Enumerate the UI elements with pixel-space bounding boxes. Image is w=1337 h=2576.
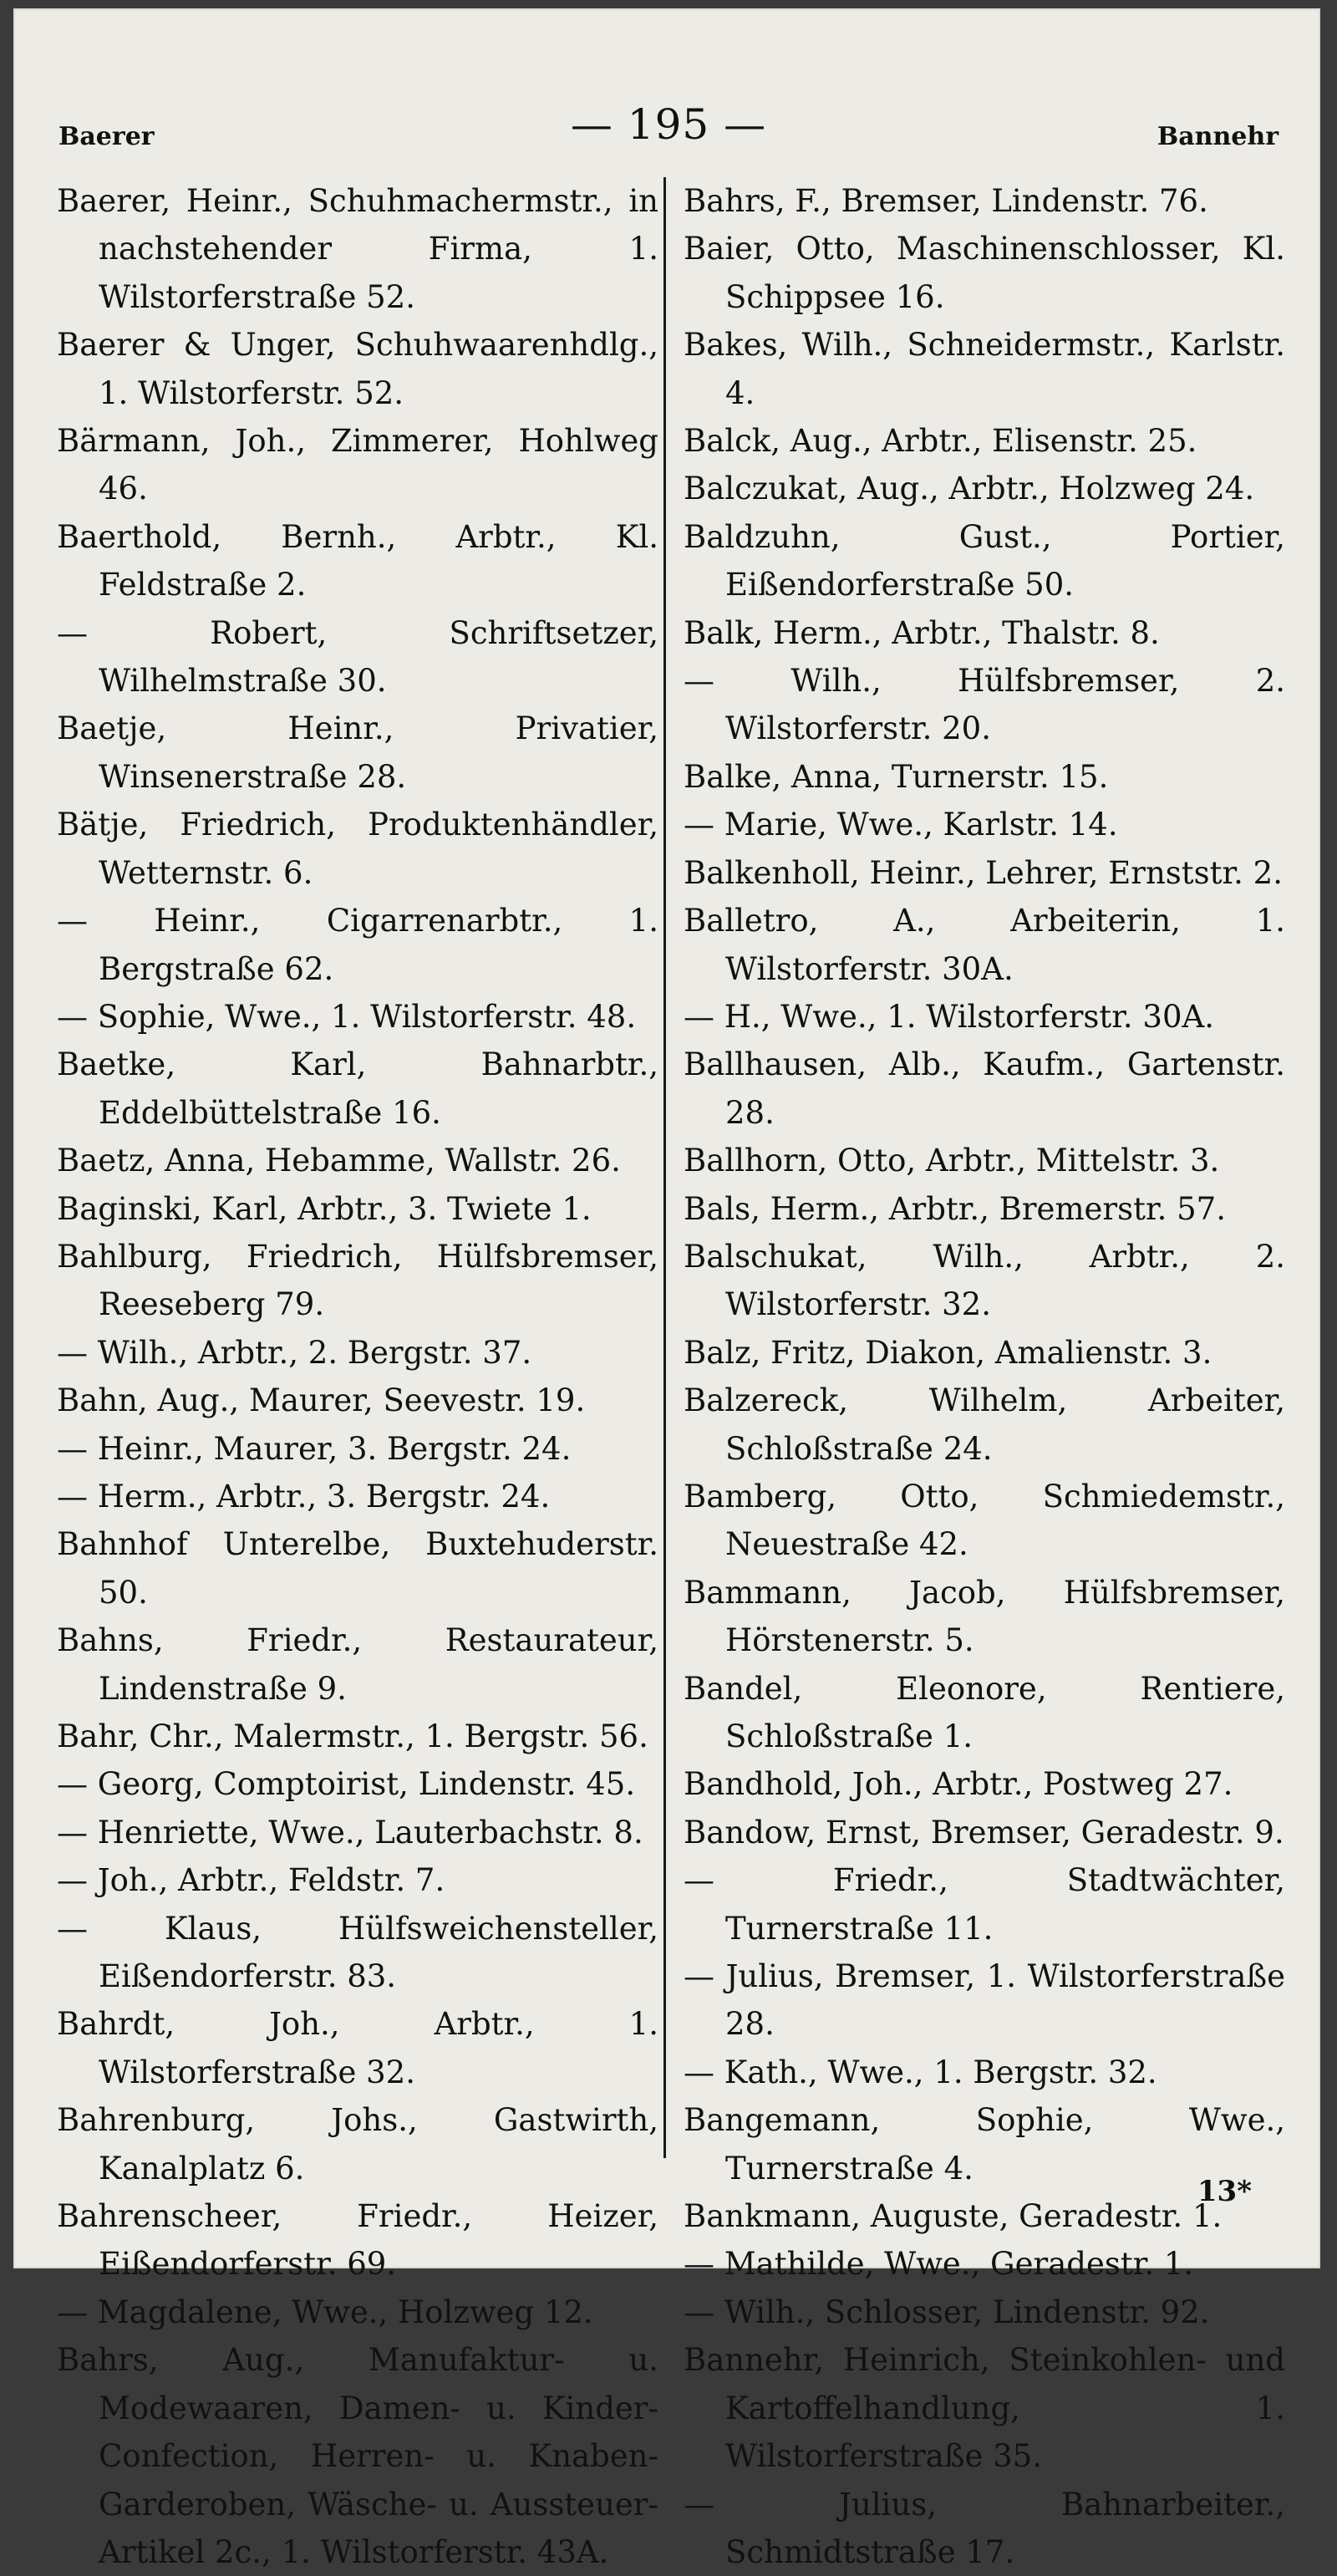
directory-entry: Bahrs, F., Bremser, Lindenstr. 76.: [684, 177, 1285, 225]
directory-entry: Balke, Anna, Turnerstr. 15.: [684, 753, 1285, 801]
directory-entry: — Sophie, Wwe., 1. Wilstorferstr. 48.: [57, 993, 658, 1041]
directory-entry: Bals, Herm., Arbtr., Bremerstr. 57.: [684, 1185, 1285, 1233]
page-number: — 195 —: [58, 100, 1279, 149]
directory-entry: Balck, Aug., Arbtr., Elisenstr. 25.: [684, 417, 1285, 465]
directory-entry: Bahr, Chr., Malermstr., 1. Bergstr. 56.: [57, 1713, 658, 1760]
directory-entry: Balk, Herm., Arbtr., Thalstr. 8.: [684, 609, 1285, 657]
directory-entry: — Robert, Schriftsetzer, Wilhelmstraße 30.: [57, 609, 658, 705]
directory-entry: — Julius, Bahnarbeiter., Schmidtstraße 17.: [684, 2481, 1285, 2576]
directory-entry: — Kath., Wwe., 1. Bergstr. 32.: [684, 2049, 1285, 2096]
directory-entry: Bahn, Aug., Maurer, Seevestr. 19.: [57, 1377, 658, 1424]
right-column: [684, 177, 1285, 2576]
directory-entry: Balczukat, Aug., Arbtr., Holzweg 24.: [684, 465, 1285, 512]
directory-entry: — Wilh., Hülfsbremser, 2. Wilstorferstr. 20.: [684, 657, 1285, 753]
directory-page: [15, 10, 1319, 2267]
directory-entry: — Joh., Arbtr., Feldstr. 7.: [57, 1856, 658, 1904]
directory-entry: Bandhold, Joh., Arbtr., Postweg 27.: [684, 1760, 1285, 1808]
directory-entry: — Wilh., Schlosser, Lindenstr. 92.: [684, 2288, 1285, 2336]
directory-entry: — Herm., Arbtr., 3. Bergstr. 24.: [57, 1473, 658, 1520]
directory-entry: — Heinr., Maurer, 3. Bergstr. 24.: [57, 1425, 658, 1473]
directory-entry: Baerer, Heinr., Schuhmachermstr., in nachstehender Firma, 1. Wilstorferstraße 52.: [57, 177, 658, 321]
directory-entry: Bangemann, Sophie, Wwe., Turnerstraße 4.: [684, 2096, 1285, 2192]
directory-entry: Balschukat, Wilh., Arbtr., 2. Wilstorferstr. 32.: [684, 1233, 1285, 1329]
directory-entry: — Henriette, Wwe., Lauterbachstr. 8.: [57, 1809, 658, 1856]
running-head-right: Bannehr: [1157, 122, 1279, 151]
directory-entry: Baerer & Unger, Schuhwaarenhdlg., 1. Wilstorferstr. 52.: [57, 321, 658, 417]
directory-entry: — Marie, Wwe., Karlstr. 14.: [684, 801, 1285, 848]
directory-entry: — Georg, Comptoirist, Lindenstr. 45.: [57, 1760, 658, 1808]
directory-entry: — H., Wwe., 1. Wilstorferstr. 30A.: [684, 993, 1285, 1041]
directory-entry: — Heinr., Cigarrenarbtr., 1. Bergstraße 62.: [57, 897, 658, 993]
directory-entry: — Friedr., Stadtwächter, Turnerstraße 11.: [684, 1856, 1285, 1952]
directory-entry: — Mathilde, Wwe., Geradestr. 1.: [684, 2240, 1285, 2288]
page-header: [58, 100, 1279, 159]
signature-mark: 13*: [1197, 2175, 1252, 2208]
directory-entry: Baginski, Karl, Arbtr., 3. Twiete 1.: [57, 1185, 658, 1233]
directory-entry: Bahrenscheer, Friedr., Heizer, Eißendorferstr. 69.: [57, 2192, 658, 2288]
directory-entry: Bahlburg, Friedrich, Hülfsbremser, Reeseberg 79.: [57, 1233, 658, 1329]
directory-entry: Baldzuhn, Gust., Portier, Eißendorferstraße 50.: [684, 513, 1285, 609]
directory-entry: — Klaus, Hülfsweichensteller, Eißendorferstr. 83.: [57, 1905, 658, 2001]
directory-entry: Balz, Fritz, Diakon, Amalienstr. 3.: [684, 1329, 1285, 1377]
directory-entry: Baier, Otto, Maschinenschlosser, Kl. Schippsee 16.: [684, 225, 1285, 321]
directory-entry: Bamberg, Otto, Schmiedemstr., Neuestraße 42.: [684, 1473, 1285, 1569]
directory-entry: Baetke, Karl, Bahnarbtr., Eddelbüttelstraße 16.: [57, 1041, 658, 1137]
directory-entry: Bandel, Eleonore, Rentiere, Schloßstraße 1.: [684, 1665, 1285, 1761]
directory-entry: — Julius, Bremser, 1. Wilstorferstraße 28.: [684, 1952, 1285, 2049]
directory-entry: Bandow, Ernst, Bremser, Geradestr. 9.: [684, 1809, 1285, 1856]
directory-entry: Baetje, Heinr., Privatier, Winsenerstraße 28.: [57, 705, 658, 801]
directory-entry: Bahnhof Unterelbe, Buxtehuderstr. 50.: [57, 1520, 658, 1616]
directory-entry: Balzereck, Wilhelm, Arbeiter, Schloßstraße 24.: [684, 1377, 1285, 1473]
directory-entry: Baerthold, Bernh., Arbtr., Kl. Feldstraße 2.: [57, 513, 658, 609]
directory-entry: Bahrdt, Joh., Arbtr., 1. Wilstorferstraße 32.: [57, 2000, 658, 2096]
directory-entry: Bätje, Friedrich, Produktenhändler, Wetternstr. 6.: [57, 801, 658, 897]
directory-entry: Baetz, Anna, Hebamme, Wallstr. 26.: [57, 1137, 658, 1184]
directory-entry: Balkenholl, Heinr., Lehrer, Ernststr. 2.: [684, 849, 1285, 897]
directory-entry: — Wilh., Arbtr., 2. Bergstr. 37.: [57, 1329, 658, 1377]
directory-entry: Bannehr, Heinrich, Steinkohlen- und Kartoffelhandlung, 1. Wilstorferstraße 35.: [684, 2336, 1285, 2480]
running-head-left: Baerer: [58, 122, 155, 151]
directory-entry: Balletro, A., Arbeiterin, 1. Wilstorferstr. 30A.: [684, 897, 1285, 993]
directory-entry: Ballhorn, Otto, Arbtr., Mittelstr. 3.: [684, 1137, 1285, 1184]
directory-entry: Bärmann, Joh., Zimmerer, Hohlweg 46.: [57, 417, 658, 513]
directory-entry: Bahrs, Aug., Manufaktur- u. Modewaaren, Damen- u. Kinder-Confection, Herren- u. Knaben-Garderoben, Wäsche- u. Aussteuer-Artikel 2c., 1. Wilstorferstr. 43A.: [57, 2336, 658, 2576]
directory-entry: — Magdalene, Wwe., Holzweg 12.: [57, 2288, 658, 2336]
directory-entry: Bakes, Wilh., Schneidermstr., Karlstr. 4.: [684, 321, 1285, 417]
directory-entry: Ballhausen, Alb., Kaufm., Gartenstr. 28.: [684, 1041, 1285, 1137]
directory-entry: Bahrenburg, Johs., Gastwirth, Kanalplatz 6.: [57, 2096, 658, 2192]
directory-entry: Bahns, Friedr., Restaurateur, Lindenstraße 9.: [57, 1616, 658, 1713]
directory-entry: Bankmann, Auguste, Geradestr. 1.: [684, 2192, 1285, 2240]
column-divider: [663, 177, 666, 2158]
directory-entry: Bammann, Jacob, Hülfsbremser, Hörstenerstr. 5.: [684, 1569, 1285, 1665]
left-column: [57, 177, 658, 2576]
